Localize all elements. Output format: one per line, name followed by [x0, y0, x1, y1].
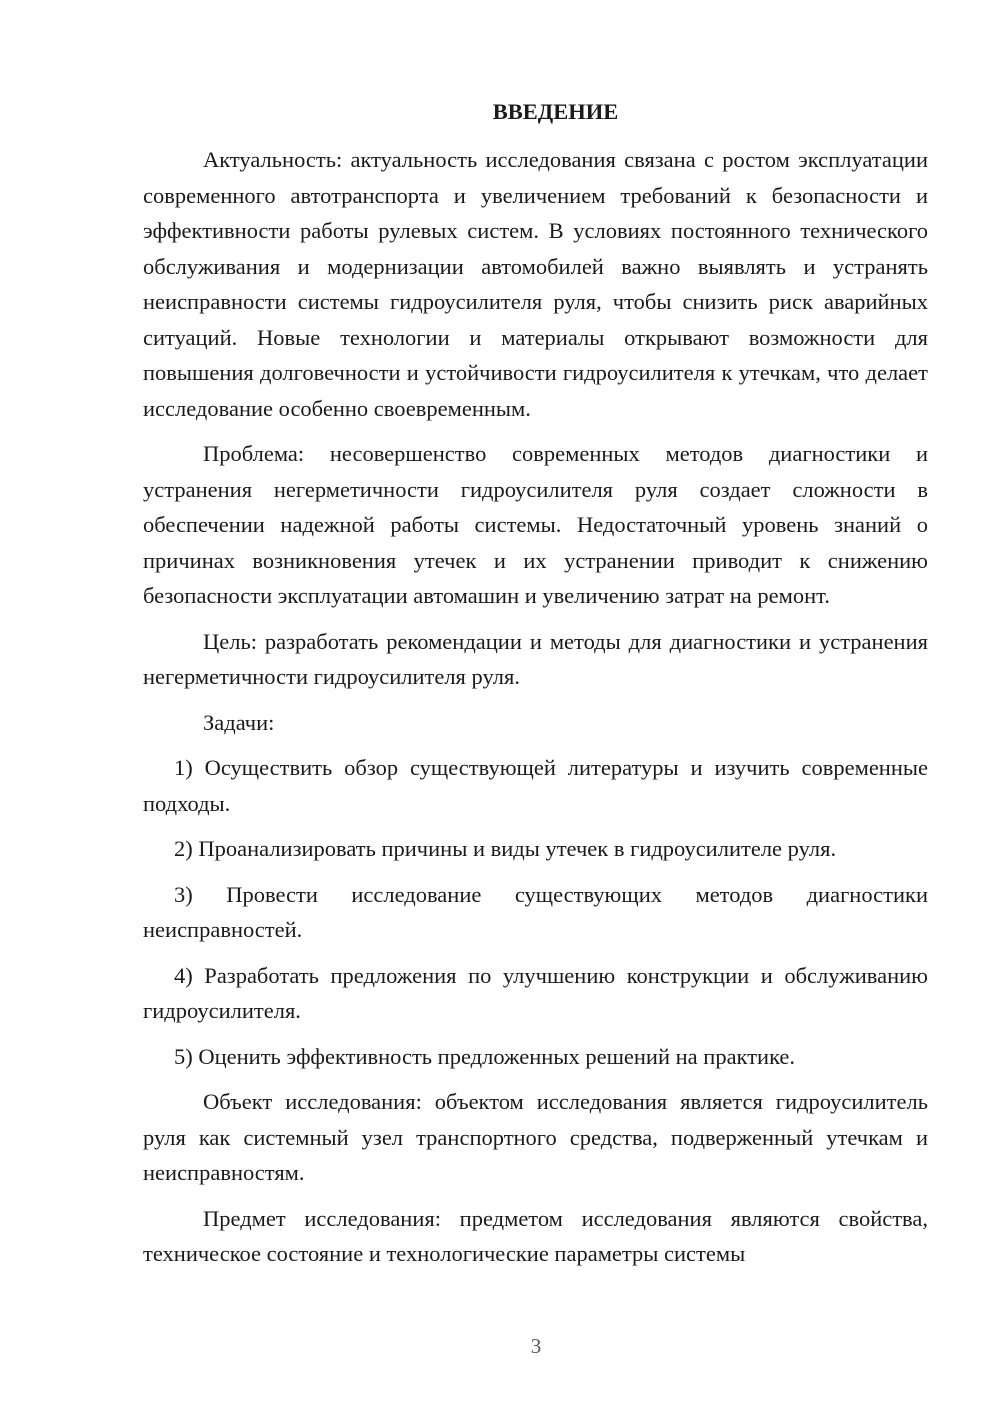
page-body	[143, 94, 928, 1282]
task-item-5: 5) Оценить эффективность предложенных решений на практике.	[174, 1043, 796, 1069]
section-heading: ВВЕДЕНИЕ	[492, 99, 619, 124]
page-number: 3	[530, 1334, 542, 1358]
task-item-3: 3) Провести исследование существующих методов диагностики неисправностей.	[143, 881, 928, 942]
task-item-1: 1) Осуществить обзор существующей литературы и изучить современные подходы.	[143, 755, 928, 816]
problem-paragraph: Проблема: несовершенство современных методов диагностики и устранения негерметичности гидроусилителя руля создает сложности в обеспечении надежной работы системы. Недостаточный уровень знаний о причинах возникновения утечек и их устранении приводит к снижению безопасности эксплуатации автомашин и увеличению затрат на ремонт.	[143, 441, 928, 608]
object-paragraph: Объект исследования: объектом исследования является гидроусилитель руля как системный узел транспортного средства, подверженный утечкам и неисправностям.	[143, 1089, 928, 1185]
task-item-2: 2) Проанализировать причины и виды утечек в гидроусилителе руля.	[174, 836, 837, 861]
tasks-label: Задачи:	[203, 709, 275, 735]
relevance-paragraph: Актуальность: актуальность исследования связана с ростом эксплуатации современного автотранспорта и увеличением требований к безопасности и эффективности работы рулевых систем. В условиях постоянного технического обслуживания и модернизации автомобилей важно выявлять и устранять неисправности системы гидроусилителя руля, чтобы снизить риск аварийных ситуаций. Новые технологии и материалы открывают возможности для повышения долговечности и устойчивости гидроусилителя к утечкам, что делает исследование особенно своевременным.	[143, 147, 928, 421]
subject-paragraph: Предмет исследования: предметом исследования являются свойства, техническое состояние и технологические параметры системы	[143, 1205, 928, 1266]
task-item-4: 4) Разработать предложения по улучшению конструкции и обслуживанию гидроусилителя.	[143, 962, 928, 1023]
goal-paragraph: Цель: разработать рекомендации и методы для диагностики и устранения негерметичности гидроусилителя руля.	[143, 628, 928, 689]
